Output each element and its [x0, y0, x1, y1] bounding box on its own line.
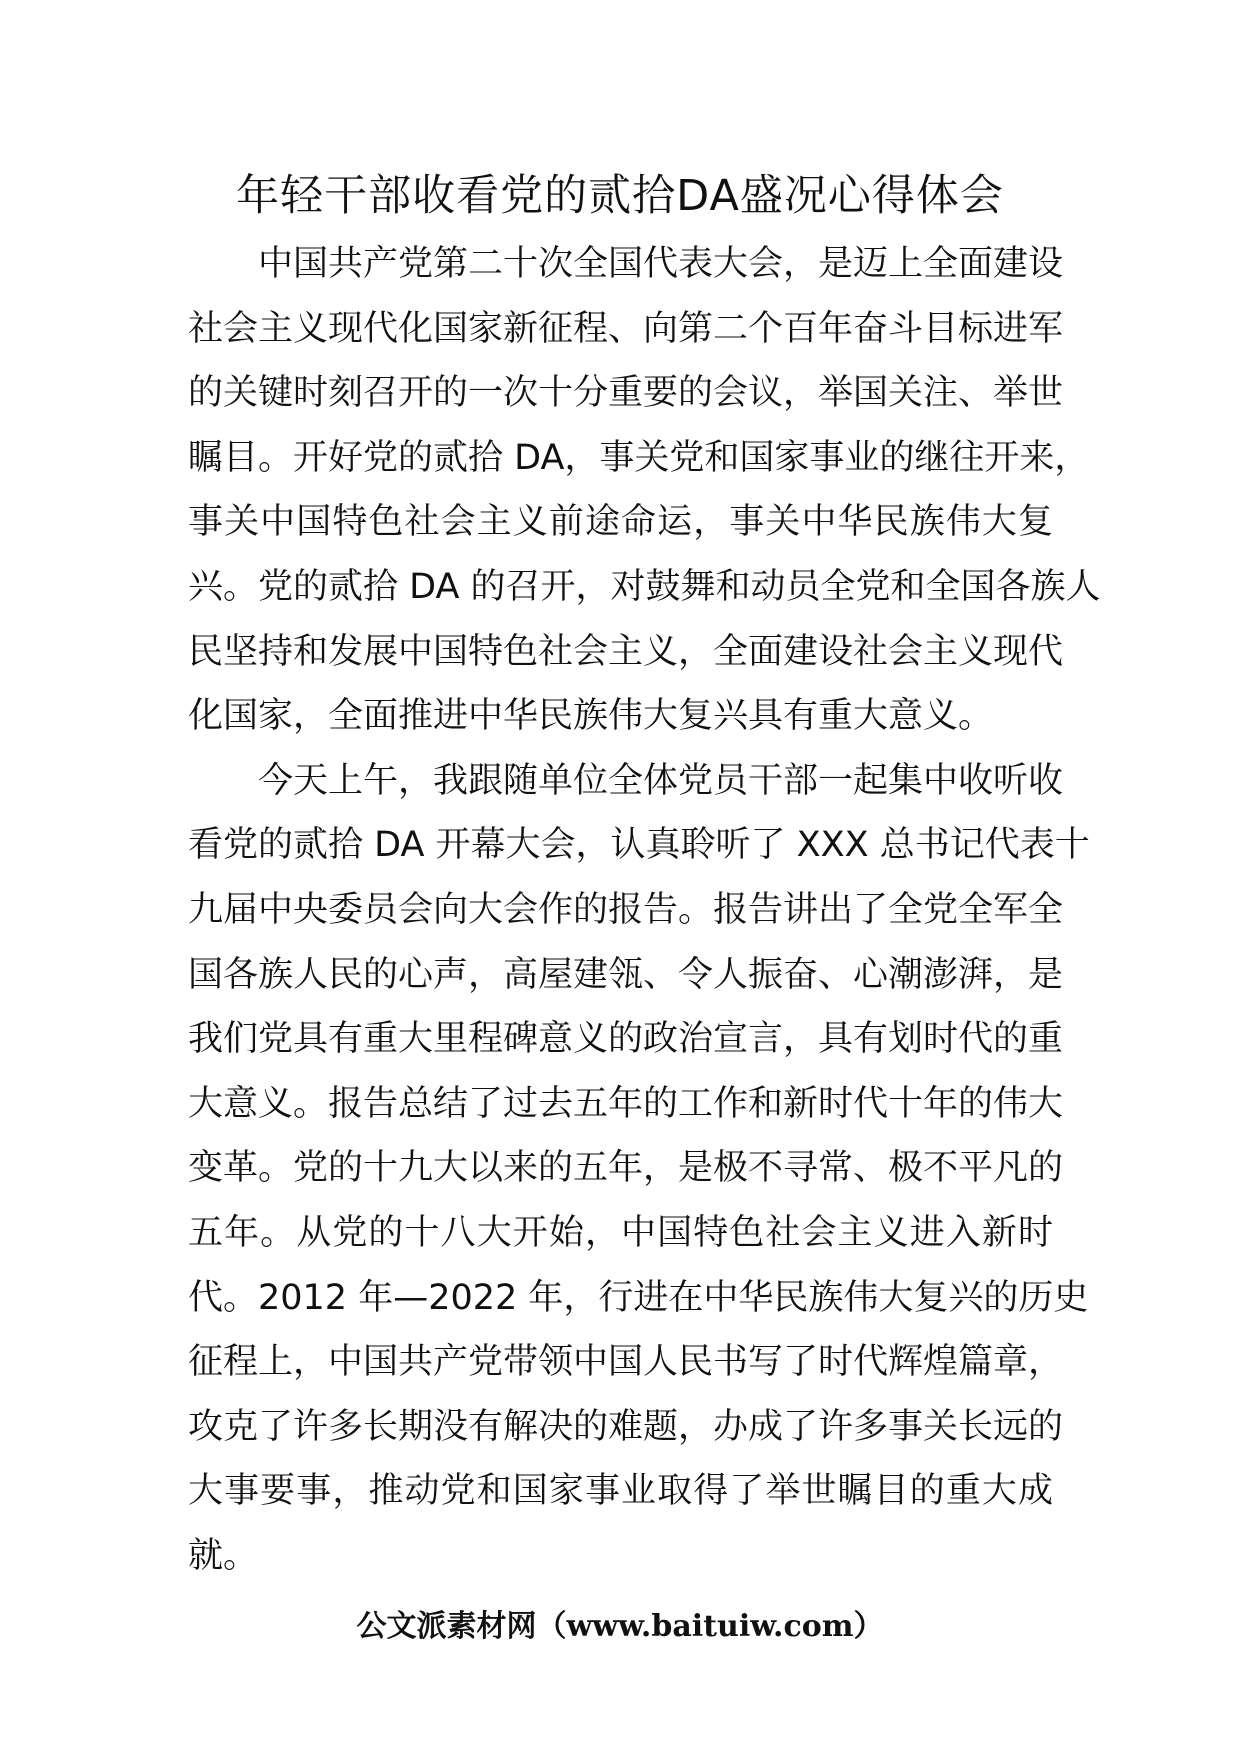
text-line: 社会主义现代化国家新征程、向第二个百年奋斗目标进军 [188, 308, 1064, 349]
paragraph-1 [188, 232, 1101, 749]
text-line: 中国共产党第二十次全国代表大会，是迈上全面建设 [258, 244, 1064, 284]
text-line: 九届中央委员会向大会作的报告。报告讲出了全党全军全 [188, 889, 1064, 930]
text-line: 事关中国特色社会主义前途命运，事关中华民族伟大复 [188, 502, 1053, 543]
paragraph-2 [188, 749, 1090, 1589]
text-line: 今天上午，我跟随单位全体党员干部一起集中收听收 [258, 760, 1064, 801]
text-line: 我们党具有重大里程碑意义的政治宣言，具有划时代的重 [188, 1019, 1064, 1060]
text-line: 国各族人民的心声，高屋建瓴、令人振奋、心潮澎湃，是 [188, 954, 1064, 995]
text-line: 大意义。报告总结了过去五年的工作和新时代十年的伟大 [188, 1083, 1064, 1124]
text-line: 瞩目。开好党的贰拾 DA，事关党和国家事业的继往开来， [188, 437, 1090, 478]
text-line: 兴。党的贰拾 DA 的召开，对鼓舞和动员全党和全国各族人 [188, 566, 1101, 607]
text-line: 变革。党的十九大以来的五年，是极不寻常、极不平凡的 [188, 1148, 1064, 1189]
text-line: 攻克了许多长期没有解决的难题，办成了许多事关长远的 [188, 1406, 1064, 1447]
document-title: 年轻干部收看党的贰拾DA盛况心得体会 [236, 171, 1004, 221]
text-line: 大事要事，推动党和国家事业取得了举世瞩目的重大成 [188, 1471, 1053, 1512]
text-line: 民坚持和发展中国特色社会主义，全面建设社会主义现代 [188, 631, 1064, 672]
text-line: 征程上，中国共产党带领中国人民书写了时代辉煌篇章， [188, 1342, 1064, 1383]
text-line: 就。 [188, 1535, 259, 1576]
footer-source: 公文派素材网（www.baituiw.com） [356, 1609, 884, 1644]
text-line: 化国家，全面推进中华民族伟大复兴具有重大意义。 [188, 696, 994, 737]
text-line: 的关键时刻召开的一次十分重要的会议，举国关注、举世 [188, 373, 1064, 414]
text-line: 五年。从党的十八大开始，中国特色社会主义进入新时 [188, 1212, 1053, 1253]
document-body [188, 232, 1101, 1588]
text-line: 看党的贰拾 DA 开幕大会，认真聆听了 XXX 总书记代表十 [188, 825, 1090, 866]
text-line: 代。2012 年—2022 年，行进在中华民族伟大复兴的历史 [188, 1277, 1089, 1318]
